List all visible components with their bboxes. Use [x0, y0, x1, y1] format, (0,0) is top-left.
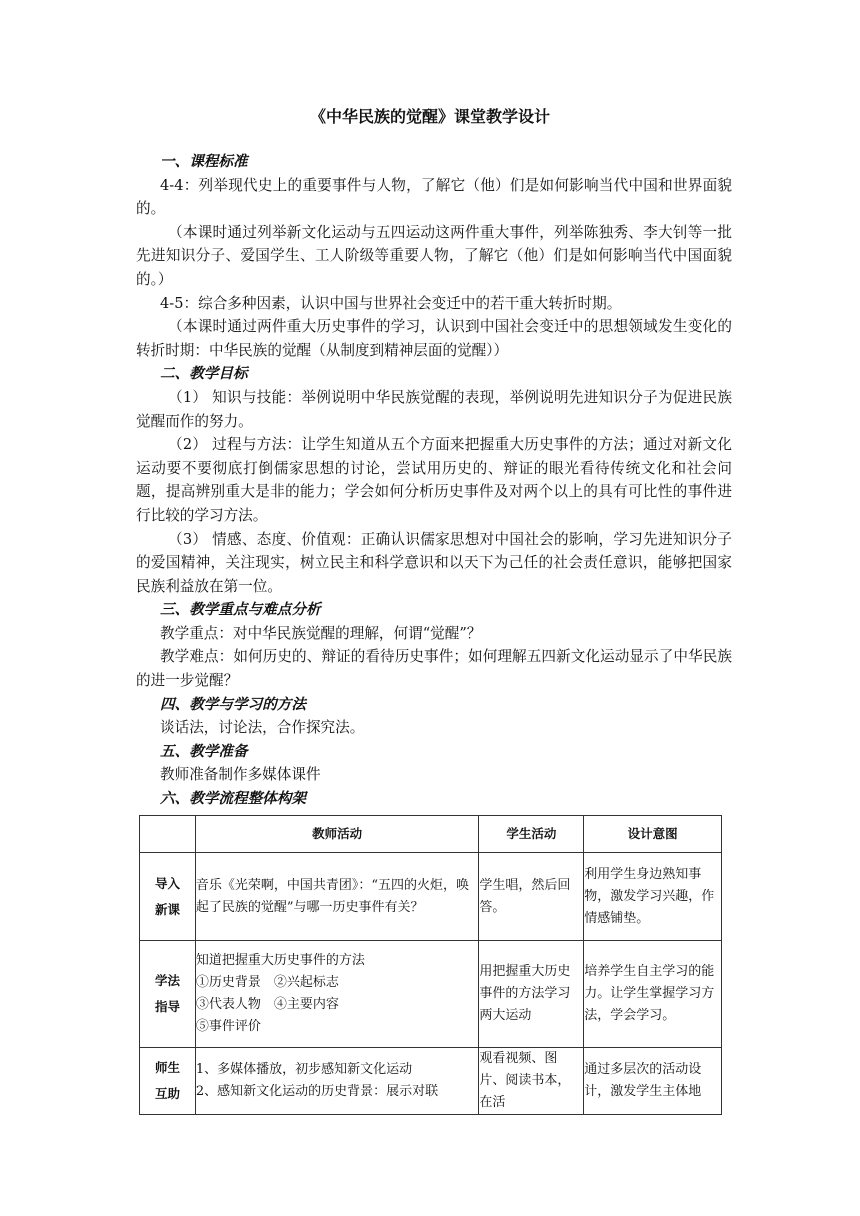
- paragraph: （2） 过程与方法：让学生知道从五个方面来把握重大历史事件的方法；通过对新文化运动要不要彻底打倒儒家思想的讨论，尝试用历史的、辩证的眼光看待传统文化和社会问题，提高辨别重大是非的能力；学会如何分析历史事件及对两个以上的具有可比性的事件进行比较的学习方法。: [136, 436, 732, 524]
- teacher-activity-cell: [195, 941, 479, 1048]
- table-header-cell: [140, 816, 196, 853]
- teacher-activity-line: 知道把握重大历史事件的方法: [195, 953, 365, 968]
- row-label-line: 互助: [154, 1086, 180, 1101]
- student-activity-cell: 学生唱，然后回答。: [479, 853, 584, 941]
- paragraph: 教学难点：如何历史的、辩证的看待历史事件；如何理解五四新文化运动显示了中华民族的进一步觉醒？: [136, 648, 732, 690]
- table-row: [140, 1048, 722, 1115]
- paragraph: （1） 知识与技能：举例说明中华民族觉醒的表现，举例说明先进知识分子为促进民族觉醒而作的努力。: [136, 388, 732, 430]
- teaching-flow-table: [139, 815, 722, 1115]
- row-label: [140, 941, 196, 1048]
- row-label-line: 导入: [154, 875, 180, 891]
- paragraph: 教学重点：对中华民族觉醒的理解，何谓“觉醒”？: [160, 624, 482, 642]
- section-heading-preparation: 五、教学准备: [160, 742, 248, 760]
- section-heading-flow-framework: 六、教学流程整体构架: [160, 790, 306, 808]
- section-heading-key-points: 三、教学重点与难点分析: [160, 601, 321, 619]
- row-label: [140, 853, 196, 941]
- teacher-activity-line: 2、感知新文化运动的历史背景：展示对联: [195, 1084, 439, 1099]
- paragraph: 谈话法，讨论法，合作探究法。: [160, 719, 365, 737]
- teacher-activity-line: ⑤事件评价: [195, 1019, 261, 1034]
- teacher-activity-line: 1、多媒体播放，初步感知新文化运动: [195, 1062, 413, 1077]
- teacher-activity-cell: [195, 853, 479, 941]
- design-intent-cell: 利用学生身边熟知事物，激发学习兴趣，作情感铺垫。: [584, 853, 722, 941]
- document-title: 《中华民族的觉醒》课堂教学设计: [309, 107, 550, 126]
- row-label: [140, 1048, 196, 1115]
- section-heading-methods: 四、教学与学习的方法: [160, 695, 306, 713]
- teacher-activity-line: ③代表人物 ④主要内容: [195, 997, 339, 1012]
- design-intent-cell: 培养学生自主学习的能力。让学生掌握学习方法，学会学习。: [584, 941, 722, 1048]
- teacher-activity-line: 音乐《光荣啊，中国共青团》：“五四的火炬，唤起了民族的觉醒”与哪一历史事件有关？: [195, 877, 470, 915]
- row-label-line: 指导: [154, 999, 180, 1014]
- section-heading-curriculum-standard: 一、课程标准: [160, 153, 248, 170]
- document-body: [136, 150, 732, 811]
- row-label-line: 新课: [154, 901, 180, 917]
- teacher-activity-line: ①历史背景 ②兴起标志: [195, 975, 339, 990]
- paragraph: （3） 情感、态度、价值观：正确认识儒家思想对中国社会的影响，学习先进知识分子的爱国精神，关注现实，树立民主和科学意识和以天下为己任的社会责任意识，能够把国家民族利益放在第一位。: [136, 530, 732, 595]
- student-activity-cell: 用把握重大历史事件的方法学习两大运动: [479, 941, 584, 1048]
- table-header-cell: 学生活动: [479, 816, 584, 853]
- student-activity-cell: 观看视频、图片、阅读书本，在活: [479, 1048, 584, 1115]
- teacher-activity-cell: [195, 1048, 479, 1115]
- table-header-cell: 教师活动: [195, 816, 479, 853]
- section-heading-teaching-objectives: 二、教学目标: [160, 365, 248, 383]
- row-label-line: 学法: [154, 973, 180, 988]
- table-header-row: [140, 816, 722, 853]
- table-row: [140, 941, 722, 1048]
- paragraph: （本课时通过两件重大历史事件的学习，认识到中国社会变迁中的思想领域发生变化的转折时期：中华民族的觉醒（从制度到精神层面的觉醒））: [136, 318, 732, 359]
- paragraph: （本课时通过列举新文化运动与五四运动这两件重大事件，列举陈独秀、李大钊等一批先进知识分子、爱国学生、工人阶级等重要人物，了解它（他）们是如何影响当代中国面貌的。）: [136, 223, 732, 288]
- paragraph: 教师准备制作多媒体课件: [160, 766, 321, 784]
- design-intent-cell: 通过多层次的活动设计，激发学生主体地: [584, 1048, 722, 1115]
- paragraph: 4-5：综合多种因素，认识中国与世界社会变迁中的若干重大转折时期。: [160, 294, 622, 312]
- paragraph: 4-4：列举现代史上的重要事件与人物，了解它（他）们是如何影响当代中国和世界面貌的。: [136, 176, 732, 218]
- table-row: [140, 853, 722, 941]
- row-label-line: 师生: [154, 1060, 180, 1075]
- table-header-cell: 设计意图: [584, 816, 722, 853]
